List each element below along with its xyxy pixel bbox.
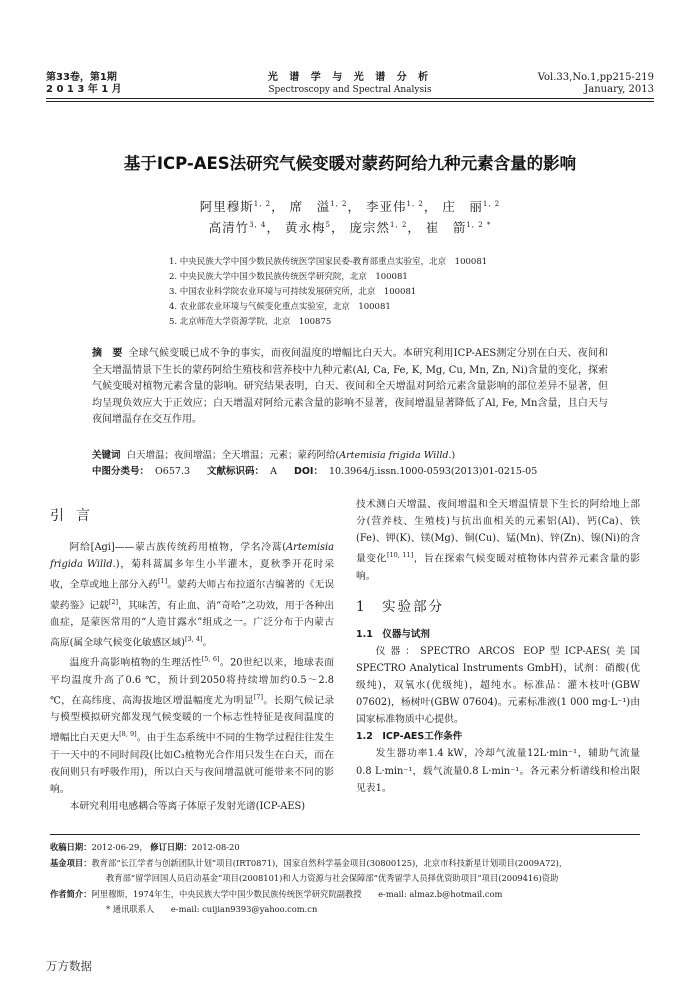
author-line-2 <box>46 218 654 236</box>
abstract <box>92 346 608 429</box>
doc-code-label: 文献标识码： <box>207 466 265 477</box>
header-rule-thick <box>46 98 654 99</box>
author: 高清竹$^{3, 4}$， <box>208 220 280 235</box>
volume-line: 第33卷，第1期 <box>46 72 117 83</box>
clc-label: 中图分类号： <box>92 466 150 477</box>
body-paragraph: 温度升高影响植物的生理活性[5, 6]。20世纪以来，地球表面平均温度升高了0.6 ℃，预计到2050将持续增加约0.5～2.8 ℃，在高纬度、高海拔地区增温幅度尤为明显[7]。长期气候记录与模型模拟研究都发现气候变暖的一个标志性特征是夜间温度的增幅比白天更大[8, 9]。由于生态系统中不同的生物学过程往往发生于一天中的不同时间段(比如C₃植物光合作用只发生在白天，而在夜间则只有呼吸作用)，所以白天与夜间增温就可能带来不同的影响。 <box>50 655 334 795</box>
subsection-heading-conditions: 1.2 ICP-AES工作条件 <box>356 731 463 743</box>
affiliation-item: 3. 中国农业科学院农业环境与可持续发展研究所，北京 100081 <box>169 287 417 297</box>
header-right <box>538 72 654 96</box>
corresponding-author: * 通讯联系人 e-mail: cuijian9393@yahoo.com.cn <box>106 904 318 914</box>
journal-title-cn: 光 谱 学 与 光 谱 分 析 <box>267 72 433 83</box>
footnote-rule <box>50 834 640 835</box>
fund-line-2: 教育部“留学回国人员启动基金”项目(2008101)和人力资源与社会保障部“优秀留学人员择优资助项目”项目(2009416)资助 <box>106 873 559 883</box>
watermark-text: 万方数据 <box>46 959 92 973</box>
volume-en: Vol.33,No.1,pp215-219 <box>537 72 654 83</box>
keywords-line: 关键词 白天增温；夜间增温；全天增温；元素；蒙药阿给(Artemisia frigida Willd.) <box>92 450 456 461</box>
classification-line <box>92 464 608 480</box>
received-dates: 收稿日期：2012-06-29， 修订日期：2012-08-20 <box>50 842 240 852</box>
clc-value: O657.3 <box>155 466 191 477</box>
body-paragraph: 发生器功率1.4 kW，冷却气流量12L·min⁻¹，辅助气流量0.8 L·min⁻¹，载气流量0.8 L·min⁻¹。各元素分析谱线和检出限见表1。 <box>356 748 640 794</box>
body-paragraph: 本研究利用电感耦合等离子体原子发射光谱(ICP-AES) <box>69 801 306 812</box>
author: 李亚伟$^{1, 2}$， <box>366 199 438 214</box>
keywords-latin: Artemisia frigida Willd. <box>339 450 452 461</box>
section-heading-intro: 引言 <box>50 508 102 524</box>
keywords-label: 关键词 <box>92 450 121 461</box>
journal-title-en: Spectroscopy and Spectral Analysis <box>268 85 432 95</box>
abstract-label: 摘 要 <box>92 348 123 359</box>
doi-label: DOI： <box>293 466 323 477</box>
body-column-right <box>356 496 640 797</box>
affiliation-list <box>169 255 487 330</box>
body-paragraph: 阿给[Agi]——蒙古族传统药用植物，学名冷蒿(Artemisia frigida Willd.)，菊科蒿属多年生小半灌木，夏秋季开花时采收，全草或地上部分入药[1]。蒙药大师占布拉道尔吉编著的《无误蒙药鉴》记载[2]，其味苦，有止血、消“奇哈”之功效，用于各种出血症，是蒙医常用的“人造甘露水”组成之一。广泛分布于内蒙古高原(属全球气候变化敏感区域)[3, 4]。 <box>50 542 335 649</box>
running-header <box>46 70 654 106</box>
doi-value: 10.3964/j.issn.1000-0593(2013)01-0215-05 <box>328 466 538 477</box>
author: 庄 丽$^{1, 2}$ <box>442 199 501 214</box>
author-line-1 <box>46 197 654 215</box>
body-paragraph: 技术测白天增温、夜间增温和全天增温情景下生长的阿给地上部分(营养枝、生殖枝)与抗出血相关的元素铝(Al)、钙(Ca)、铁(Fe)、钾(K)、镁(Mg)、铜(Cu)、锰(Mn)、锌(Zn)、镍(Ni)的含量变化[10, 11]，旨在探索气候变暖对植物体内营养元素含量的影响。 <box>356 499 641 582</box>
author-bio: 作者简介：阿里穆斯，1974年生，中央民族大学中国少数民族传统医学研究院副教授 e-mail: almaz.b@hotmail.com <box>50 888 503 899</box>
fund-line-1: 基金项目：教育部“长江学者与创新团队计划”项目(IRT0871)，国家自然科学基金项目(30800125)，北京市科技新星计划项目(2009A72)， <box>50 857 568 868</box>
footnotes <box>50 840 660 918</box>
subsection-heading-instruments: 1.1 仪器与试剂 <box>356 628 430 640</box>
affiliation-item: 2. 中央民族大学中国少数民族传统医学研究院，北京 100081 <box>169 272 408 282</box>
author: 黄永梅$^5$， <box>284 220 345 235</box>
author: 阿里穆斯$^{1, 2}$， <box>199 199 285 214</box>
author: 庞宗然$^{1, 2}$， <box>349 220 421 235</box>
header-rule-thin <box>46 101 654 102</box>
keywords-block <box>92 448 608 480</box>
affiliation-item: 4. 农业部农业环境与气候变化重点实验室，北京 100081 <box>169 302 391 312</box>
doc-code-value: A <box>270 466 277 477</box>
affiliation-item: 5. 北京师范大学资源学院，北京 100875 <box>169 317 332 327</box>
date-en: January, 2013 <box>584 84 654 95</box>
affiliation-item: 1. 中央民族大学中国少数民族传统医学国家民委-教育部重点实验室，北京 100081 <box>169 257 488 267</box>
paper-title: 基于ICP-AES法研究气候变暖对蒙药阿给九种元素含量的影响 <box>123 154 577 173</box>
body-column-left <box>50 508 334 815</box>
date-line: 2 0 1 3 年 1 月 <box>46 84 122 95</box>
author: 席 溢$^{1, 2}$， <box>289 199 362 214</box>
section-heading-experimental: 1 实验部分 <box>356 598 445 615</box>
keywords-text: 白天增温；夜间增温；全天增温；元素；蒙药阿给( <box>126 450 340 461</box>
abstract-text: 全球气候变暖已成不争的事实，而夜间温度的增幅比白天大。本研究利用ICP-AES测定分别在白天、夜间和全天增温情景下生长的蒙药阿给生殖枝和营养枝中九种元素(Al, Ca, Fe, K, Mg, Cu, Mn, Zn, Ni)含量的变化，探索气候变暖对植物元素含量的影响。研究结果表明，白天、夜间和全天增温对阿给元素含量影响的部位差异不显著，但均呈现负效应大于正效应；白天增温对阿给元素含量的影响不显著，夜间增温显著降低了Al, Fe, Mn含量，且白天与夜间增温存在交互作用。 <box>92 348 609 425</box>
author: 崔 箭$^{1, 2 *}$ <box>425 220 492 235</box>
body-paragraph: 仪器：SPECTRO ARCOS EOP型ICP-AES(美国SPECTRO Analytical Instruments GmbH)，试剂：硝酸(优级纯)，双氧水(优级纯)，超纯水。标准品：灌木枝叶(GBW 07602)，杨树叶(GBW 07604)。元素标准液(1 000 mg·L⁻¹)由国家标准物质中心提供。 <box>356 645 640 726</box>
